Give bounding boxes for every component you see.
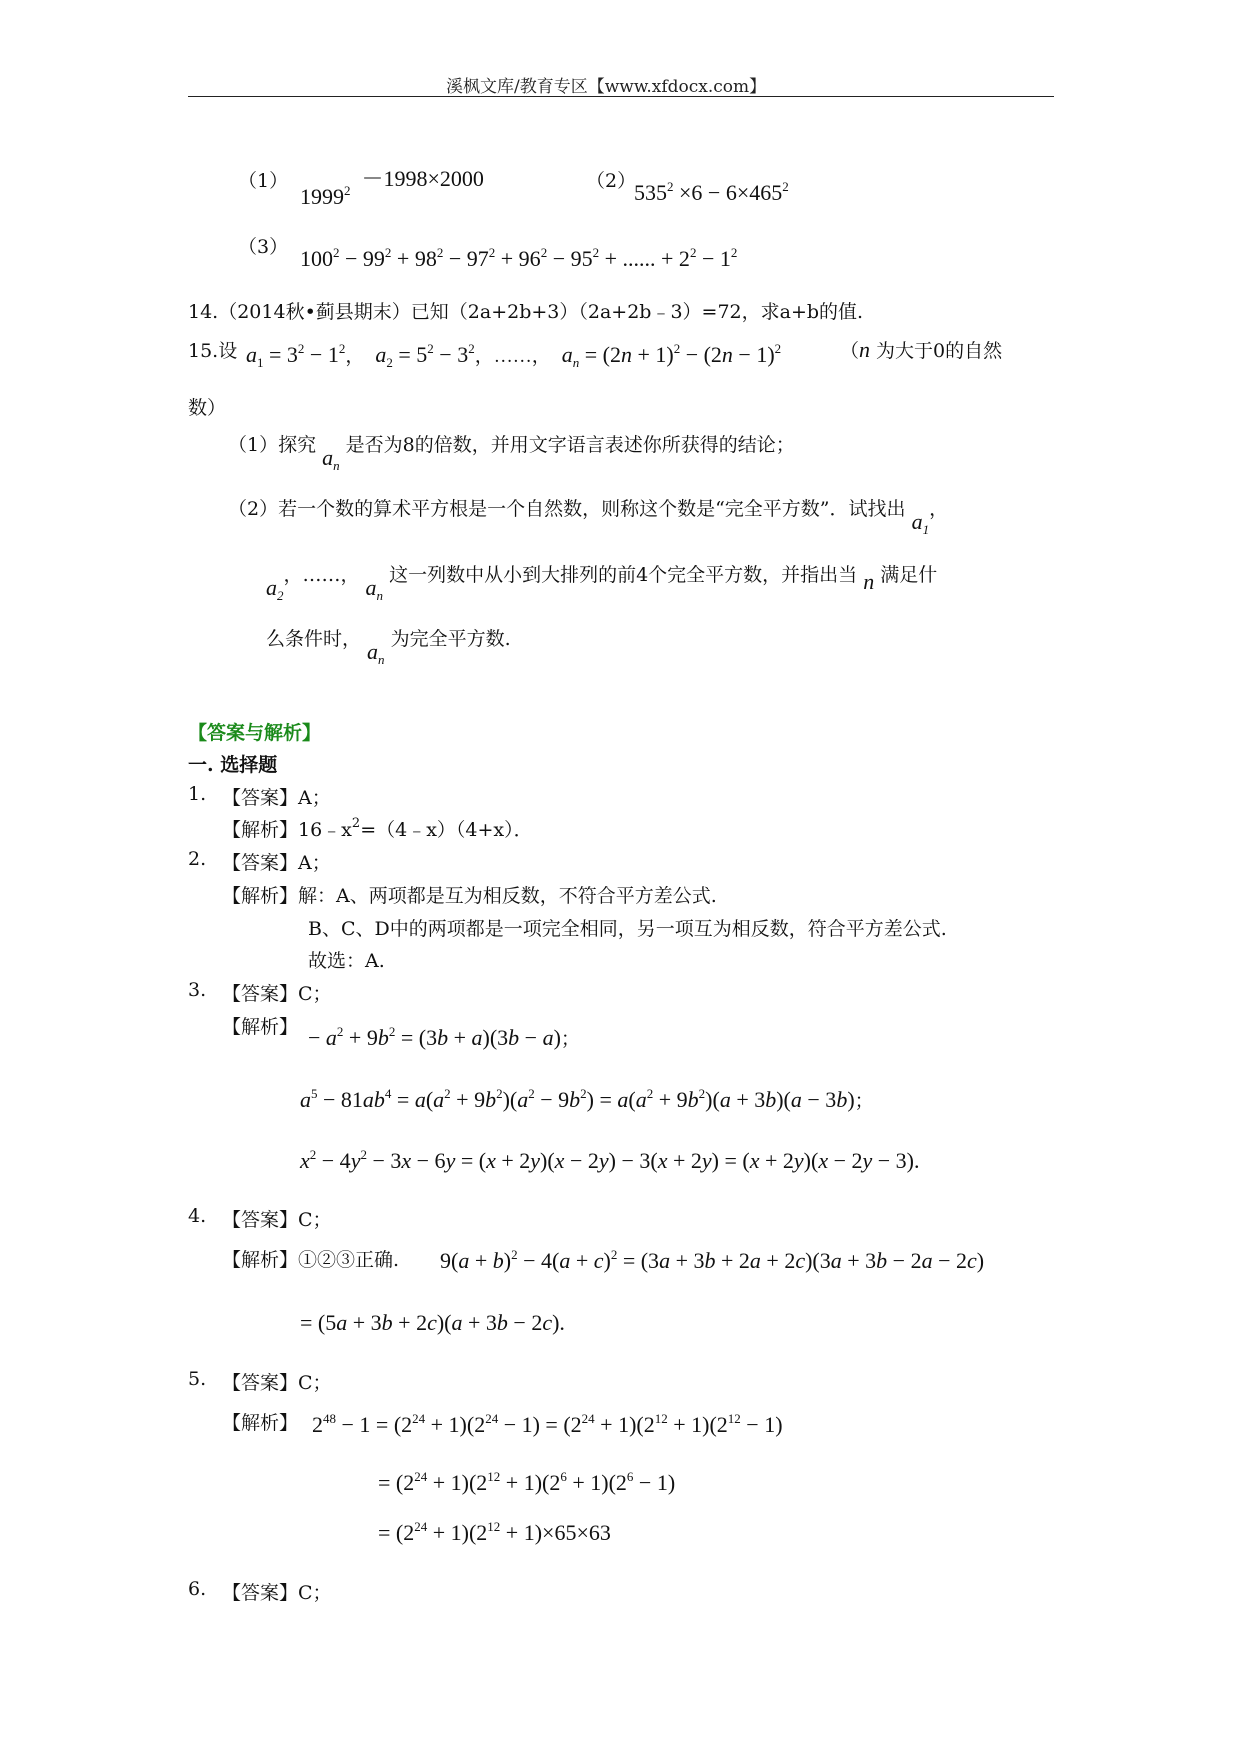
answer1-number: 1.: [188, 783, 207, 805]
answer5-number: 5.: [188, 1368, 207, 1390]
q13-part2-expr: $535^2 \times 6 - 6\times 465^2$: [634, 179, 789, 205]
answer5-analysis-label: 【解析】: [222, 1412, 299, 1434]
section-heading: 一. 选择题: [188, 754, 278, 776]
q15-intro-tail: （n 为大于0的自然: [840, 337, 1003, 362]
q14-text: 14.（2014秋•蓟县期末）已知（2a+2b+3）（2a+2b﹣3）=72，求a+b的值.: [188, 301, 864, 323]
answer3-eq3: $x^2 - 4y^2 - 3x - 6y = (x + 2y)(x - 2y) - 3(x + 2y) = (x + 2y)(x - 2y - 3)$.: [300, 1147, 920, 1173]
answer1-analysis: 【解析】$16﹣x^2=(4﹣x)(4+x)$．: [222, 816, 533, 841]
answer3-eq1: − $a^2 + 9b^2 = (3b + a)(3b - a)$；: [308, 1024, 580, 1050]
answer6-number: 6.: [188, 1578, 207, 1600]
header-rule: [188, 96, 1054, 97]
q15-intro: 15.设: [188, 340, 238, 362]
q15-sub2-line1: （2）若一个数的算术平方根是一个自然数，则称这个数是“完全平方数”．试找出 $a_1$，: [228, 498, 949, 537]
answer3-answer: 【答案】C；: [222, 983, 332, 1005]
answer3-analysis-label: 【解析】: [222, 1016, 299, 1038]
q15-sub2-line2: $a_2$，……， $a_n$ 这一列数中从小到大排列的前4个完全平方数，并指出当 n 满足什: [266, 564, 938, 603]
answer1-answer: 【答案】A；: [222, 787, 331, 809]
answer4-number: 4.: [188, 1205, 207, 1227]
q13-part3-expr: $100^2 - 99^2 + 98^2 - 97^2 + 96^2 - 95^2$ + ...... + $2^2 - 1^2$: [300, 245, 738, 271]
answer3-eq2: $a^5 - 81ab^4 = a(a^2 + 9b^2)(a^2 - 9b^2) = a(a^2 + 9b^2)(a + 3b)(a - 3b)$；: [300, 1086, 874, 1112]
q13-part1-expr: 1999$^2$ －1998×2000: [300, 166, 484, 209]
answer2-line2: B、C、D中的两项都是一项完全相同，另一项互为相反数，符合平方差公式.: [308, 918, 947, 940]
answer4-eq2: = (5a + 3b + 2c)(a + 3b − 2c).: [300, 1310, 565, 1335]
answer2-line3: 故选：A.: [308, 950, 385, 972]
answer4-answer: 【答案】C；: [222, 1209, 332, 1231]
answer5-eq2: = $(2^{24} + 1)(2^{12} + 1)(2^6 + 1)(2^6 - 1)$: [378, 1469, 676, 1495]
q13-part1-label: （1）: [238, 170, 289, 192]
answers-heading: 【答案与解析】: [188, 722, 322, 744]
q13-part3-label: （3）: [238, 236, 289, 258]
q13-part2-label: （2）: [586, 170, 637, 192]
answer2-answer: 【答案】A；: [222, 852, 331, 874]
answer5-eq1: $2^{48} - 1 = (2^{24} + 1)(2^{24} - 1) = (2^{24} + 1)(2^{12} + 1)(2^{12} - 1)$: [312, 1411, 783, 1437]
q15-intro-cont: 数）: [188, 397, 227, 419]
answer5-eq3: = $(2^{24} + 1)(2^{12} + 1)\times 65\times 63$: [378, 1519, 611, 1545]
answer4-eq1: $9(a + b)^2 - 4(a + c)^2 = (3a + 3b + 2a + 2c)(3a + 3b - 2a - 2c)$: [440, 1247, 985, 1273]
page-header: 溪枫文库/教育专区【www.xfdocx.com】: [446, 77, 767, 97]
answer2-analysis: 【解析】解：A、两项都是互为相反数，不符合平方差公式.: [222, 885, 717, 907]
answer4-analysis-label: 【解析】①②③正确.: [222, 1249, 400, 1271]
answer5-answer: 【答案】C；: [222, 1372, 332, 1394]
q15-sub2-line3: 么条件时， $a_n$ 为完全平方数.: [266, 628, 511, 667]
q15-sub1: （1）探究 $a_n$ 是否为8的倍数，并用文字语言表述你所获得的结论；: [228, 434, 795, 473]
q15-definition: $a_1 = 3^2 - 1^2$， $a_2 = 5^2 - 3^2$，……， $a_n = (2n + 1)^2 - (2n - 1)^2$: [246, 341, 782, 370]
answer6-answer: 【答案】C；: [222, 1582, 332, 1604]
answer2-number: 2.: [188, 848, 207, 870]
answer3-number: 3.: [188, 979, 207, 1001]
